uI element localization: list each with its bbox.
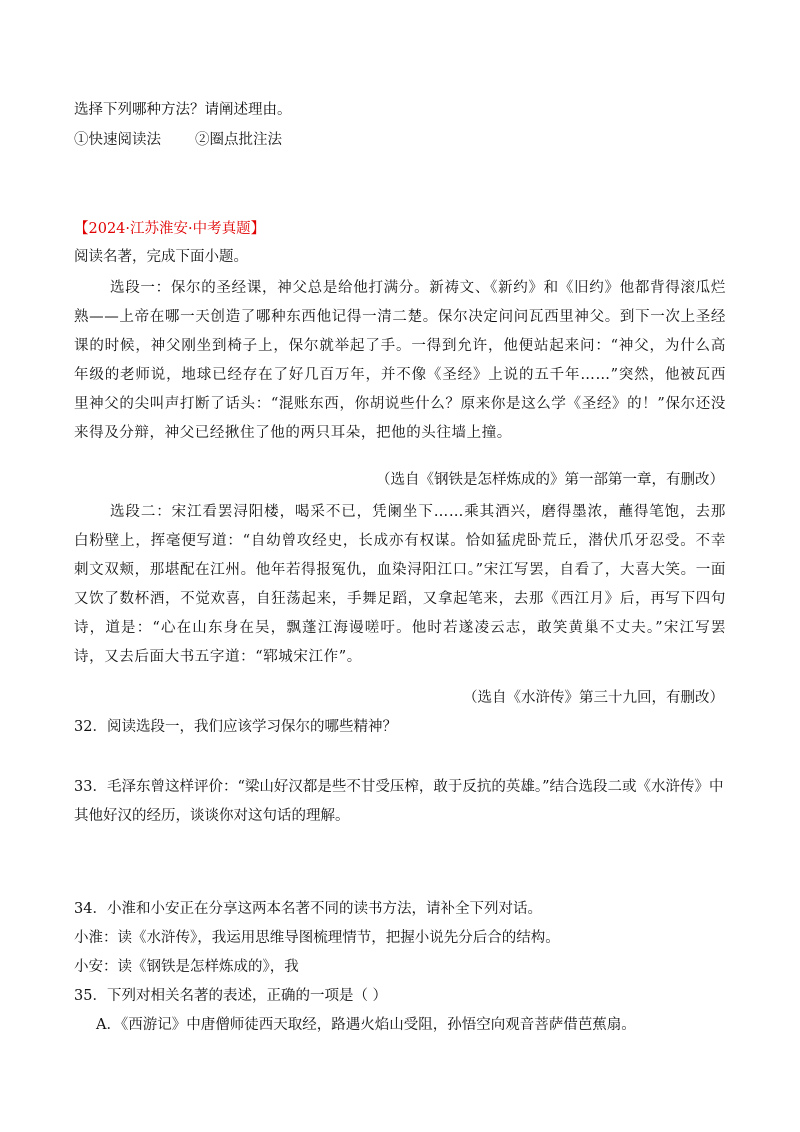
options-row <box>74 130 282 150</box>
question-32: 32．阅读选段一，我们应该学习保尔的哪些精神？ <box>74 719 397 735</box>
option-1: ①快速阅读法 <box>74 132 161 148</box>
question-35-option-a: A．《西游记》中唐僧师徒西天取经，路遇火焰山受阻，孙悟空向观音菩萨借芭蕉扇。 <box>96 1017 636 1033</box>
passage-1: 选段一：保尔的圣经课，神父总是给他打满分。新祷文、《新约》和《旧约》他都背得滚瓜烂熟——上帝在哪一天创造了哪种东西他记得一清二楚。保尔决定问问瓦西里神父。到下一次上圣经课的时候，神父刚坐到椅子上，保尔就举起了手。一得到允许，他便站起来问：“神父，为什么高年级的老师说，地球已经存在了好几百万年，并不像《圣经》上说的五千年……”突然，他被瓦西里神父的尖叫声打断了话头：“混账东西，你胡说些什么？原来你是这么学《圣经》的！”保尔还没来得及分辩，神父已经揪住了他的两只耳朵，把他的头往墙上撞。 <box>74 280 726 441</box>
question-35: 35．下列对相关名著的表述，正确的一项是（ ） <box>74 988 388 1004</box>
instruction: 阅读名著，完成下面小题。 <box>74 249 248 265</box>
dialogue-xiaohuai: 小淮：读《水浒传》，我运用思维导图梳理情节，把握小说先分后合的结构。 <box>74 930 560 946</box>
source-1: （选自《钢铁是怎样炼成的》第一部第一章，有删改） <box>376 472 724 488</box>
exam-source-tag: 【2024·江苏淮安·中考真题】 <box>74 221 266 237</box>
source-2: （选自《水浒传》第三十九回，有删改） <box>463 690 724 706</box>
question-tail: 选择下列哪种方法？请阐述理由。 <box>74 102 292 118</box>
dialogue-xiaoan: 小安：读《钢铁是怎样炼成的》，我 <box>74 959 299 975</box>
question-34: 34．小淮和小安正在分享这两本名著不同的读书方法，请补全下列对话。 <box>74 901 542 917</box>
passage-2: 选段二：宋江看罢浔阳楼，喝采不已，凭阑坐下……乘其酒兴，磨得墨浓，蘸得笔饱，去那白粉壁上，挥毫便写道：“自幼曾攻经史，长成亦有权谋。恰如猛虎卧荒丘，潜伏爪牙忍受。不幸刺文双颊，那堪配在江州。他年若得报冤仇，血染浔阳江口。”宋江写罢，自看了，大喜大笑。一面又饮了数杯酒，不觉欢喜，自狂荡起来，手舞足蹈，又拿起笔来，去那《西江月》后，再写下四句诗，道是：“心在山东身在吴，飘蓬江海谩嗟吁。他时若遂凌云志，敢笑黄巢不丈夫。”宋江写罢诗，又去后面大书五字道：“郓城宋江作”。 <box>74 504 726 665</box>
question-33-line-1: 33．毛泽东曾这样评价：“梁山好汉都是些不甘受压榨，敢于反抗的英雄。”结合选段二或《水浒传》中 <box>74 779 724 795</box>
question-33-line-2: 其他好汉的经历，谈谈你对这句话的理解。 <box>74 808 350 824</box>
option-2: ②圈点批注法 <box>195 132 282 148</box>
